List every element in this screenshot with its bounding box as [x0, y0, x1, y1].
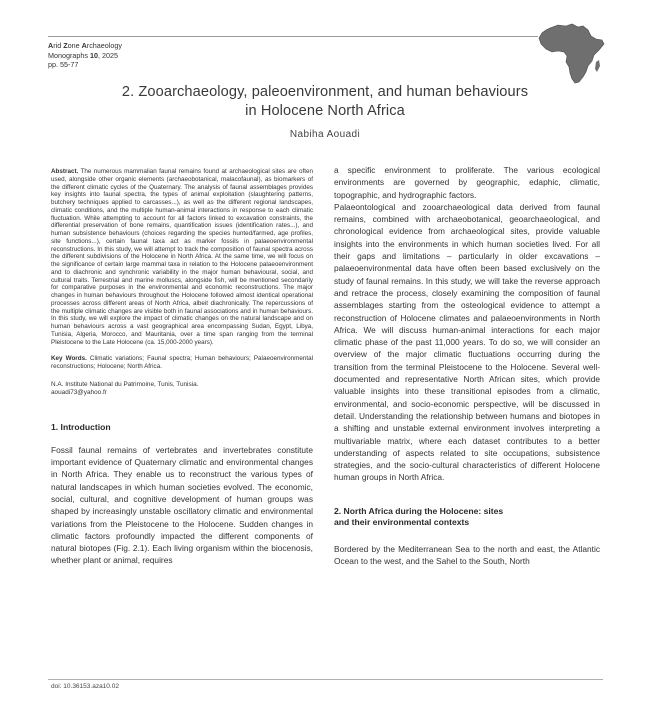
paragraph-2: Palaeontological and zooarchaeological data derived from faunal remains, combined with archaeobotanical, geoarchaeological, and chronological evidence from archaeological sites, provide valuable insights into the environments in which human societies lived. For all their gaps and limitations – particularly in older excavations – palaeoenvironmental data have often been based exclusively on the study of faunal remains. In this study, we will take the reverse approach and retrace the process, closely examining the composition of faunal assemblages starting from the osteological evidence to attempt a reconstruction of Holocene climates and palaeoenvironments in North Africa. We will discuss human-animal interactions for each major climatic phase of the past 11,000 years. To do so, we will consider an overview of the major climatic fluctuations occurring during the transition from the terminal Pleistocene to the Holocene. Several well-documented and representative North African sites, which provide valuable insights into these transitional episodes from a climatic, environmental, and socio-economic perspective, will be discussed in detail. Understanding the relationship between humans and biotopes in a shifting and unstable external environment involves interpreting a multivariable matrix, where each dataset contributes to a better understanding of aspects related to site occupations, subsistence strategies, and the socio-cultural characteristics of different Holocene human groups in North Africa. [334, 201, 600, 483]
keywords-text: Climatic variations; Faunal spectra; Human behaviours; Palaeoenvironmental reconstructions; Holocene; North Africa. [51, 355, 314, 370]
keywords-label: Key Words. [51, 355, 87, 363]
monograph-info: Monographs 10, 2025 [48, 50, 118, 60]
series-name: Arid Zone Archaeology [48, 41, 122, 50]
paragraph-1: a specific environment to proliferate. The various ecological environments are governed by geographic, edaphic, climatic, topographic, and hydrographic factors. [334, 165, 600, 200]
left-column [51, 168, 313, 567]
journal-header [48, 41, 122, 70]
section-heading-line-1: 2. North Africa during the Holocene: sites [334, 505, 504, 516]
author-name: Nabiha Aouadi [289, 129, 361, 140]
affiliation [51, 381, 313, 397]
right-column [334, 164, 600, 567]
title-line-1: 2. Zooarchaeology, paleoenvironment, and human behaviours [121, 84, 529, 100]
article-title [60, 83, 590, 121]
abstract-text: The numerous mammalian faunal remains found at archaeological sites are often used, alongside other organic elements (archaeobotanical, malacofaunal), as biomarkers of the different climatic cycles of the Quaternary. The analysis of faunal assemblages provides key insights into faunal spectra, the types of animal exploitation (slaughtering patterns, butchery techniques applied to carcasses...), as well as the different regional landscapes, climatic conditions, and the multiple human-animal interactions in response to each climatic fluctuation. While attempting to account for all factors linked to excavation constraints, the differential preservation of bone remains, quantification issues (identification rates...), and human subsistence behaviours (choices regarding the species hunted/farmed, age profiles, site functions...), certain faunal taxa act as marker fossils in palaeoenvironmental reconstructions. In this study, we will attempt to track the composition of faunal spectra across the different subdivisions of the Holocene in North Africa. At the same time, we will focus on the significance of certain large mammal taxa in relation to the Holocene palaeoenvironment and to diachronic and synchronic variability in the major human behavioural, social, and cultural traits. Terrestrial and marine molluscs, alongside fish, will be mentioned secondarily for comparative purposes in the environmental and economic reconstructions. The major changes in human behaviours throughout the Holocene followed almost identical operational processes across different areas of North Africa, albeit diachronically. The repercussions of the multiple climatic changes are visible both in faunal associations and in human behaviours. In this study, we will explore the impact of climatic changes on the natural landscape and on human behaviours across a vast geographical area encompassing Sudan, Egypt, Libya, Tunisia, Algeria, Morocco, and Mauritania, over a time span ranging from the terminal Pleistocene to the Late Holocene (ca. 15,000-2000 years). [51, 168, 313, 346]
page-range: pp. 55-77 [48, 60, 79, 69]
africa-map-logo [536, 22, 606, 86]
section-heading-introduction: 1. Introduction [51, 421, 111, 432]
introduction-text: Fossil faunal remains of vertebrates and invertebrates constitute important evidence of Quaternary climatic and environmental changes in North Africa. They enable us to reconstruct the various types of natural landscapes in which human societies evolved. The economic, social, cultural, and cognitive development of human groups was shaped by increasingly unstable oscillatory climatic and environmental variations from the Pleistocene to the Holocene. Sudden changes in climatic factors profoundly impacted the different components of natural biotopes (Fig. 2.1). Each living organism within the biocenosis, whether plant or animal, requires [51, 444, 313, 566]
section-heading-line-2: and their environmental contexts [334, 516, 470, 527]
header-rule [48, 36, 538, 37]
affiliation-institute: N.A. Institute National du Patrimoine, Tunis, Tunisia. [51, 380, 199, 388]
abstract [51, 168, 313, 346]
paragraph-3: Bordered by the Mediterranean Sea to the north and east, the Atlantic Ocean to the west, and the Sahel to the South, North [334, 543, 600, 567]
affiliation-email: aouadi73@yahoo.fr [51, 388, 107, 396]
keywords [51, 355, 313, 371]
abstract-label: Abstract. [51, 168, 79, 175]
footer-rule [48, 679, 603, 680]
title-line-2: in Holocene North Africa [245, 103, 405, 119]
doi-link[interactable]: doi: 10.36153.aza10.02 [51, 683, 119, 690]
section-heading-north-africa [334, 506, 600, 528]
